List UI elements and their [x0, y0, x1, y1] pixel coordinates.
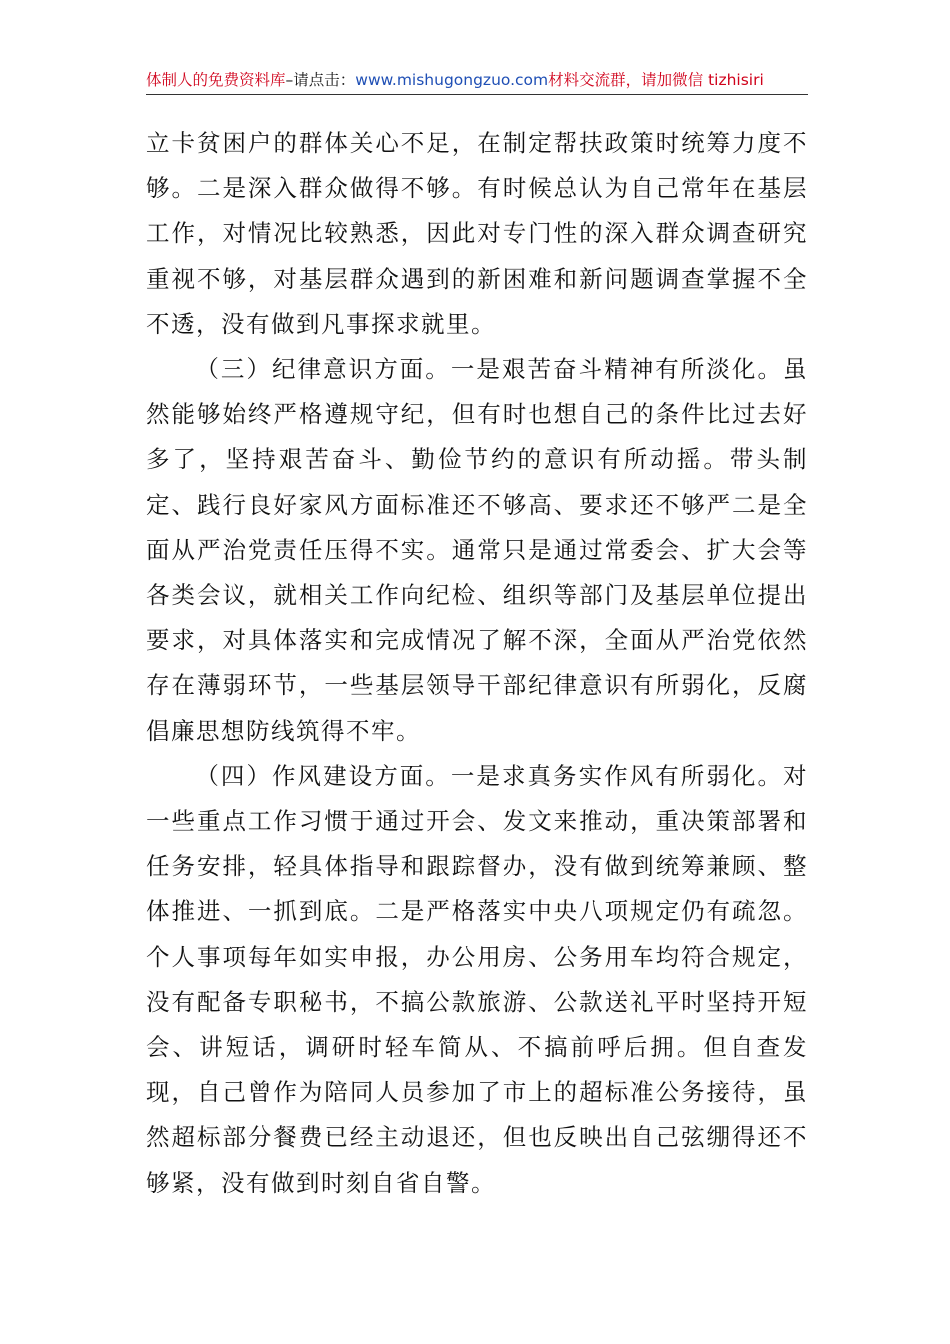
paragraph-3-work-style: （四）作风建设方面。一是求真务实作风有所弱化。对一些重点工作习惯于通过开会、发文来推动，重决策部署和任务安排，轻具体指导和跟踪督办，没有做到统筹兼顾、整体推进、一抓到底。二是严格落实中央八项规定仍有疏忽。个人事项每年如实申报，办公用房、公务用车均符合规定，没有配备专职秘书，不搞公款旅游、公款送礼平时坚持开短会、讲短话，调研时轻车简从、不搞前呼后拥。但自查发现，自己曾作为陪同人员参加了市上的超标准公务接待，虽然超标部分餐费已经主动退还，但也反映出自己弦绷得还不够紧，没有做到时刻自省自警。 — [146, 761, 808, 1197]
header-note: 材料交流群，请加微信 tizhisiri — [548, 71, 764, 89]
paragraph-1: 立卡贫困户的群体关心不足，在制定帮扶政策时统筹力度不够。二是深入群众做得不够。有时候总认为自己常年在基层工作，对情况比较熟悉，因此对专门性的深入群众调查研究重视不够，对基层群众遇到的新困难和新问题调查掌握不全不透，没有做到凡事探求就里。 — [146, 129, 808, 338]
document-body — [146, 121, 808, 1206]
header-brand: 体制人的免费资料库 — [146, 71, 286, 89]
paragraph-2-discipline: （三）纪律意识方面。一是艰苦奋斗精神有所淡化。虽然能够始终严格遵规守纪，但有时也想自己的条件比过去好多了，坚持艰苦奋斗、勤俭节约的意识有所动摇。带头制定、践行良好家风方面标准还不够高、要求还不够严二是全面从严治党责任压得不实。通常只是通过常委会、扩大会等各类会议，就相关工作向纪检、组织等部门及基层单位提出要求，对具体落实和完成情况了解不深，全面从严治党依然存在薄弱环节，一些基层领导干部纪律意识有所弱化，反腐倡廉思想防线筑得不牢。 — [146, 355, 808, 745]
header-prompt: –请点击： — [285, 71, 356, 89]
page-header — [146, 66, 808, 95]
header-url-link[interactable]: www.mishugongzuo.com — [355, 71, 549, 89]
